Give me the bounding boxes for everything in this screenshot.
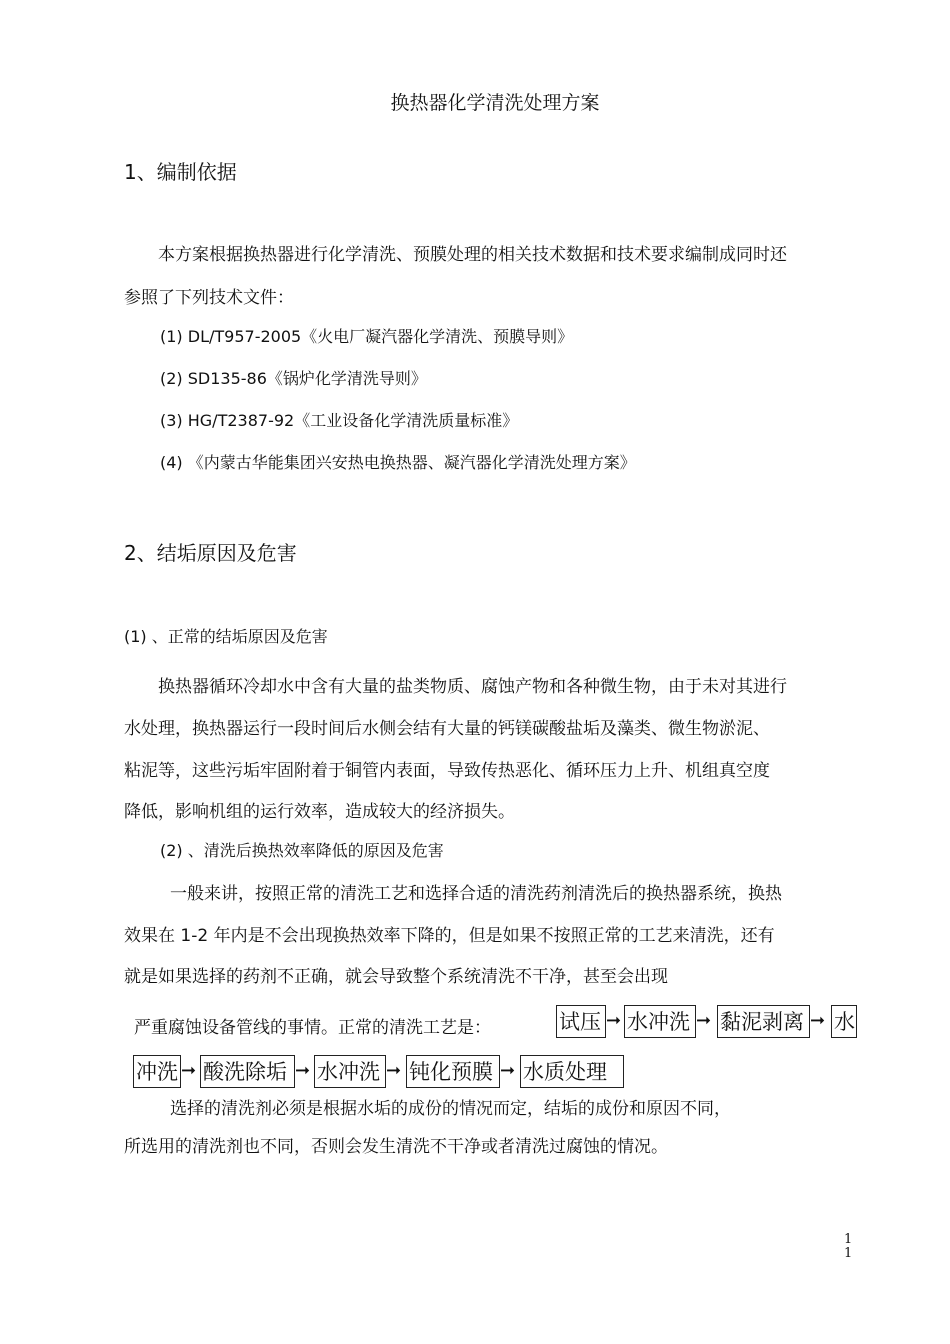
paragraph-line: 选择的清洗剂必须是根据水垢的成份的情况而定，结垢的成份和原因不同， [170,1099,731,1119]
paragraph-line: 水处理，换热器运行一段时间后水侧会结有大量的钙镁碳酸盐垢及藻类、微生物淤泥、 [124,719,770,739]
flow-step-box: 钝化预膜 [406,1055,500,1088]
arrow-right-icon: ➞ [606,1010,622,1031]
paragraph-line: 粘泥等，这些污垢牢固附着于铜管内表面，导致传热恶化、循环压力上升、机组真空度 [124,761,770,781]
section1-heading: 1、编制依据 [124,160,237,184]
flow-step-box: 试压 [556,1005,606,1038]
page-number: 1 [844,1232,853,1247]
arrow-right-icon: ➞ [810,1010,826,1031]
flow-intro: 严重腐蚀设备管线的事情。正常的清洗工艺是： [134,1018,491,1038]
reference-item: (1) DL/T957-2005《火电厂凝汽器化学清洗、预膜导则》 [160,327,574,346]
paragraph-line: 一般来讲，按照正常的清洗工艺和选择合适的清洗药剂清洗后的换热器系统，换热 [170,884,782,904]
paragraph-line: 就是如果选择的药剂不正确，就会导致整个系统清洗不干净，甚至会出现 [124,967,668,987]
arrow-right-icon: ➞ [181,1060,197,1081]
flow-step-box: 酸洗除垢 [200,1055,295,1088]
flow-step-box: 水质处理 [520,1055,624,1088]
flow-step-box: 水 [831,1005,857,1038]
subsection2-heading: (2) 、清洗后换热效率降低的原因及危害 [160,841,444,860]
reference-item: (4) 《内蒙古华能集团兴安热电换热器、凝汽器化学清洗处理方案》 [160,453,636,472]
flow-step-box: 水冲洗 [314,1055,386,1088]
reference-item: (2) SD135-86《锅炉化学清洗导则》 [160,369,427,388]
arrow-right-icon: ➞ [696,1010,712,1031]
paragraph-line: 效果在 1-2 年内是不会出现换热效率下降的，但是如果不按照正常的工艺来清洗，还有 [124,926,775,946]
arrow-right-icon: ➞ [386,1060,402,1081]
paragraph-line: 降低，影响机组的运行效率，造成较大的经济损失。 [124,802,515,822]
arrow-right-icon: ➞ [500,1060,516,1081]
paragraph-line: 换热器循环冷却水中含有大量的盐类物质、腐蚀产物和各种微生物，由于未对其进行 [158,677,787,697]
arrow-right-icon: ➞ [295,1060,311,1081]
page-number: 1 [844,1246,853,1261]
section1-paragraph-line2: 参照了下列技术文件： [124,288,294,308]
paragraph-line: 所选用的清洗剂也不同，否则会发生清洗不干净或者清洗过腐蚀的情况。 [124,1137,668,1157]
flow-step-box: 黏泥剥离 [717,1005,810,1038]
subsection1-heading: (1) 、正常的结垢原因及危害 [124,627,328,646]
page-title: 换热器化学清洗处理方案 [390,92,600,114]
section2-heading: 2、结垢原因及危害 [124,541,297,565]
flow-step-box: 水冲洗 [624,1005,696,1038]
section1-paragraph-line1: 本方案根据换热器进行化学清洗、预膜处理的相关技术数据和技术要求编制成同时还 [158,245,787,265]
flow-step-box: 冲洗 [133,1055,181,1088]
reference-item: (3) HG/T2387-92《工业设备化学清洗质量标准》 [160,411,519,430]
